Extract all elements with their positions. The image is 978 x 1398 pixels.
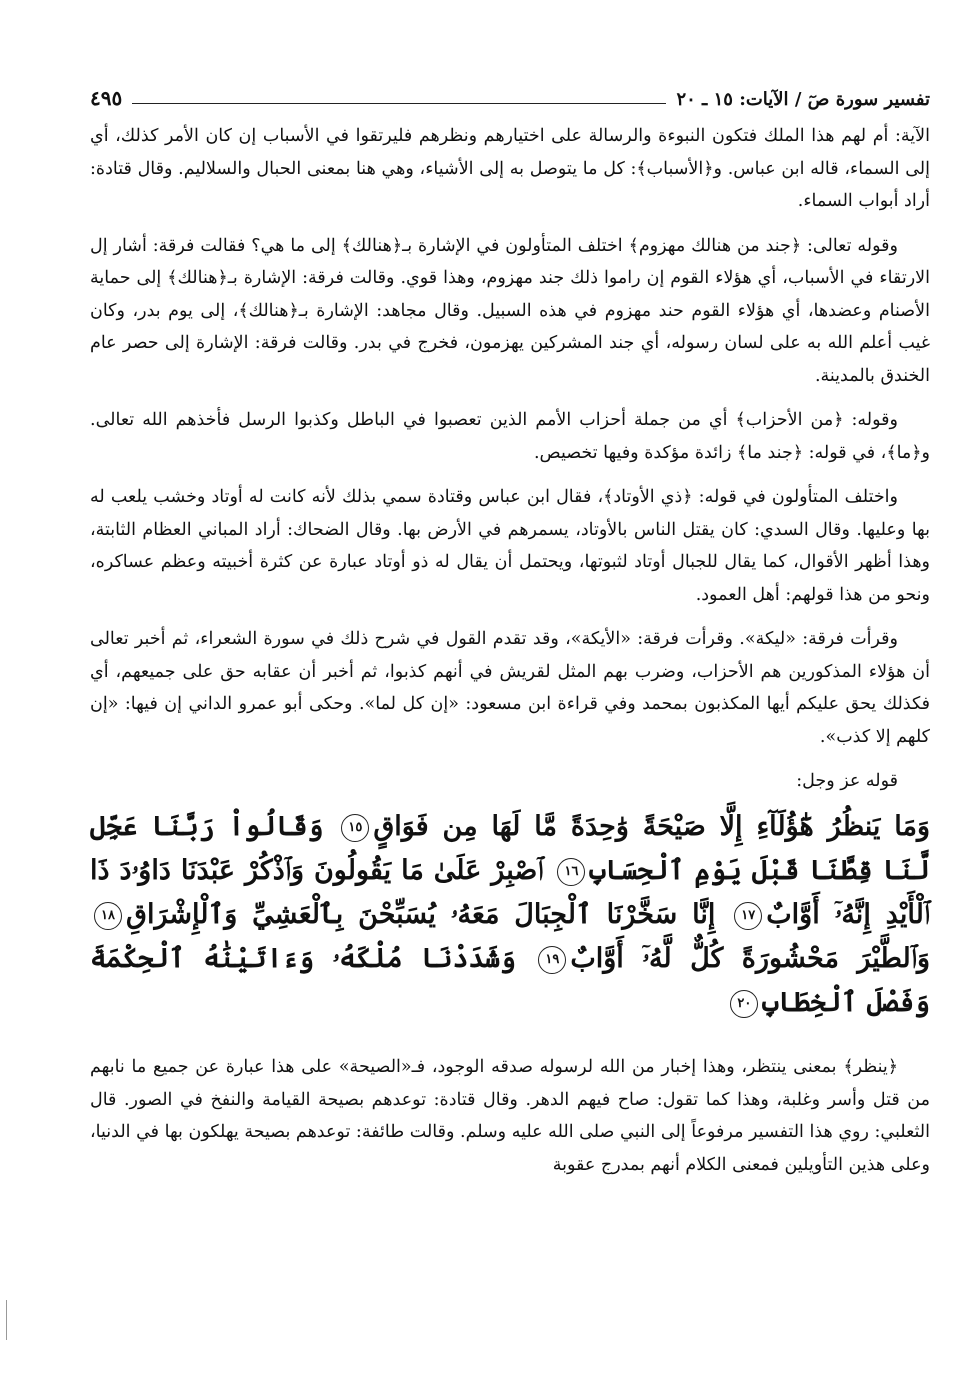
verse-number-marker: ١٦ <box>557 858 585 886</box>
verse-number-marker: ١٨ <box>94 902 122 930</box>
verse-text: ٱصْبِرْ عَلَىٰ مَا يَقُولُونَ وَٱذْكُرْ عَبْدَنَا دَاوُۥدَ ذَا ٱلْأَيْدِ إِنَّهُۥٓ أَوَّابٌ <box>90 855 930 930</box>
verse-text: وَقَالُواْ رَبَّنَا عَجِّل لَّنَا قِطَّنَا قَبْلَ يَوْمِ ٱلْحِسَابِ <box>90 811 931 886</box>
verse-number-marker: ٢٠ <box>730 990 758 1018</box>
page-number: ٤٩٥ <box>90 86 123 110</box>
paragraph-4: واختلف المتأولون في قوله: ﴿ذي الأوتاد﴾، فقال ابن عباس وقتادة سمي بذلك لأنه كانت له أوتاد وخشب يلعب له بها وعليها. وقال السدي: كان يقتل الناس بالأوتاد، يسمرهم في الأرض بها. وقال الضحاك: أراد المباني العظام الثابتة، وهذا أظهر الأقوال، كما يقال للجبال أوتاد لثبوتها، ويحتمل أن يقال له ذو أوتاد عبارة عن كثرة أخبيته وعظم عساكره، ونحو من هذا قولهم: أهل العمود. <box>90 487 930 605</box>
paragraph-1: الآية: أم لهم هذا الملك فتكون النبوءة والرسالة على اختيارهم ونظرهم فليرتقوا في الأسباب إن كان الأمر كذلك، أي إلى السماء، قاله ابن عباس. و﴿الأسباب﴾: كل ما يتوصل به إلى الأشياء، وهي هنا بمعنى الحبال والسلاليم. وقال قتادة: أراد أبواب السماء. <box>90 126 930 211</box>
header-rule <box>132 103 666 104</box>
header-title: تفسير سورة صٓ / الآيات: ١٥ ـ ٢٠ <box>676 89 930 110</box>
verse-text: إِنَّا سَخَّرْنَا ٱلْجِبَالَ مَعَهُۥ يُسَبِّحْنَ بِٱلْعَشِيِّ وَٱلْإِشْرَاقِ <box>126 899 716 930</box>
verse-text: وَمَا يَنظُرُ هَٰٓؤُلَآءِ إِلَّا صَيْحَةً وَٰحِدَةً مَّا لَهَا مِن فَوَاقٍ <box>373 811 930 842</box>
quran-verses <box>90 805 930 1025</box>
verse-text: وَشَدَدْنَا مُلْكَهُۥ وَءَاتَيْنَٰهُ ٱلْحِكْمَةَ وَفَصْلَ ٱلْخِطَابِ <box>90 943 930 1018</box>
paragraph-5: وقرأت فرقة: «ليكة». وقرأت فرقة: «الأيكة»، وقد تقدم القول في شرح ذلك في سورة الشعراء، ثم أخبر تعالى أن هؤلاء المذكورين هم الأحزاب، وضرب بهم المثل لقريش في أنهم كذبوا، ثم أخبر أن عقابه حق على جميعهم، أي فكذلك يحق عليكم أيها المكذبون بمحمد وفي قراءة ابن مسعود: «إن كل لما». وحكى أبو عمرو الداني إن فيها: «إن كلهم إلا كذب». <box>90 629 930 747</box>
paragraph-2: وقوله تعالى: ﴿جند من هنالك مهزوم﴾ اختلف المتأولون في الإشارة بـ﴿هنالك﴾ إلى ما هي؟ فقالت فرقة: أشار إل الارتقاء في الأسباب، أي هؤلاء القوم إن راموا ذلك جند مهزوم، وهذا قوي. وقالت فرقة: الإشارة بـ﴿هنالك﴾ إلى حماية الأصنام وعضدها، أي هؤلاء القوم حند مهزوم في هذه السبيل. وقال مجاهد: الإشارة بـ﴿هنالك﴾، إلى يوم بدر، وكان غيب أعلم الله به على لسان رسوله، أي جند المشركين يهزمون، فخرج في بدر. وقالت فرقة: الإشارة إلى حصر عام الخندق بالمدينة. <box>90 235 930 386</box>
verse-number-marker: ١٥ <box>341 814 369 842</box>
verse-number-marker: ١٩ <box>538 946 566 974</box>
verse-intro: قوله عز وجل: <box>796 771 898 791</box>
running-header <box>90 84 930 110</box>
margin-mark <box>6 1300 7 1340</box>
verse-number-marker: ١٧ <box>734 902 762 930</box>
verse-text: وَٱلطَّيْرَ مَحْشُورَةً كُلٌّ لَّهُۥٓ أَوَّابٌ <box>570 943 930 974</box>
book-page <box>90 84 930 1384</box>
paragraph-3: وقوله: ﴿من الأحزاب﴾ أي من جملة أحزاب الأمم الذين تعصبوا في الباطل وكذبوا الرسل فأخذهم الله تعالى. و﴿ما﴾، في قوله: ﴿جند ما﴾ زائدة مؤكدة وفيها تخصيص. <box>90 410 930 463</box>
commentary-paragraph: ﴿ينظر﴾ بمعنى ينتظر، وهذا إخبار من الله لرسوله صدقه الوجود، فـ«الصيحة» على هذا عبارة عن جميع ما نابهم من قتل وأسر وغلبة، وهذا كما تقول: صاح فيهم الدهر. وقال قتادة: توعدهم بصيحة القيامة والنفخ في الصور. قال الثعلبي: روي هذا التفسير مرفوعاً إلى النبي صلى الله عليه وسلم. وقالت طائفة: توعدهم بصيحة يهلكون بها في الدنيا، وعلى هذين التأويلين فمعنى الكلام أنهم بمدرج عقوبة <box>90 1057 930 1175</box>
